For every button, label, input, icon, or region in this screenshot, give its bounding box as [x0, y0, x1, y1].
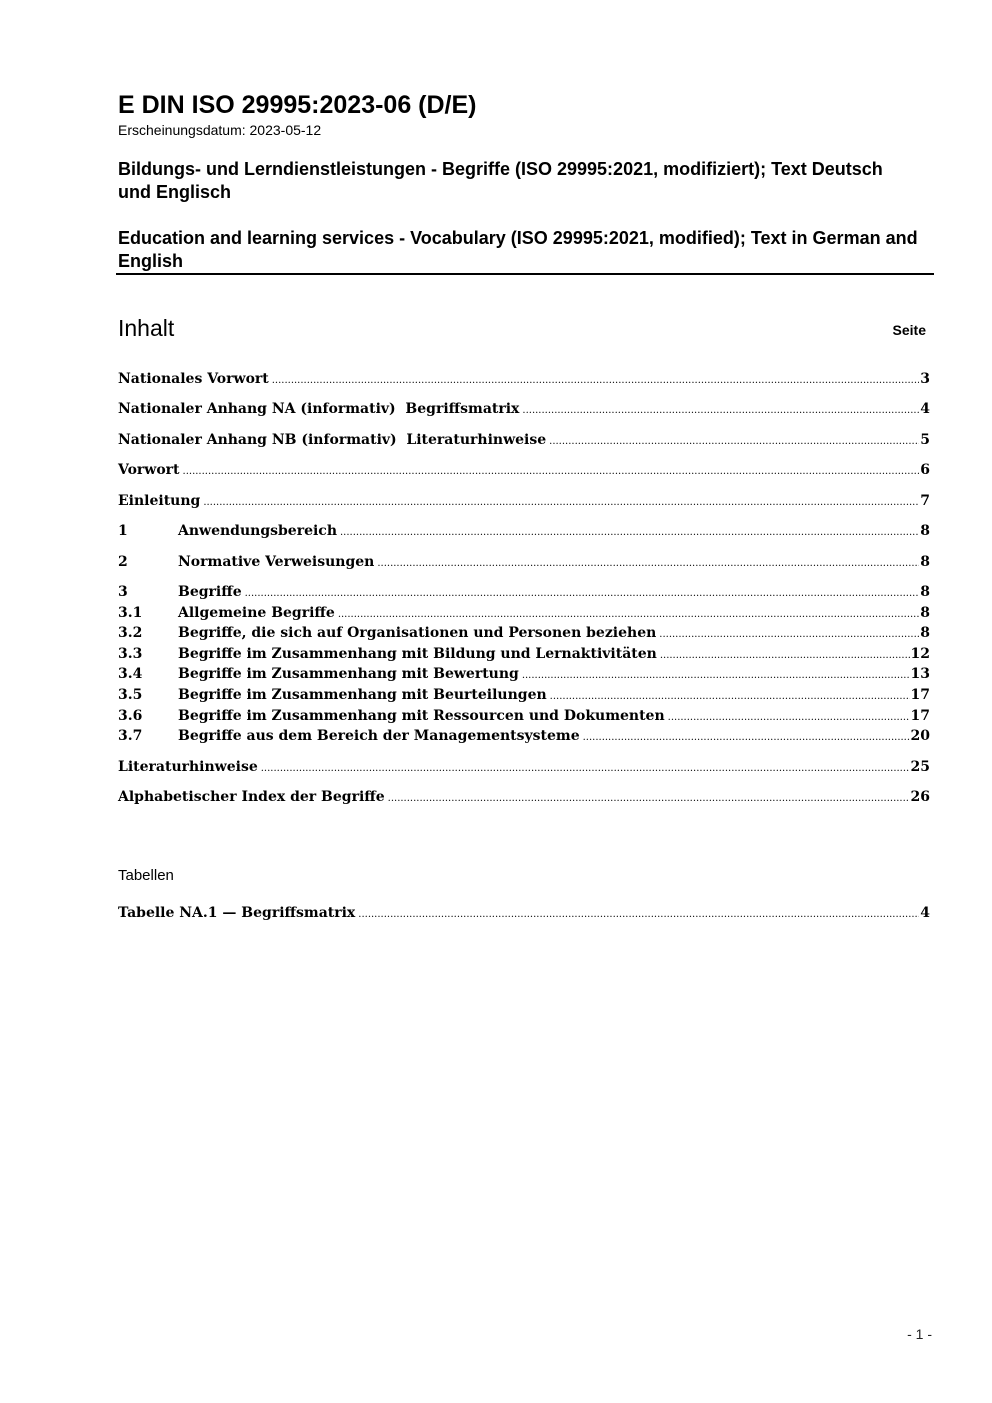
toc-entry-page: 8 [920, 584, 930, 600]
toc-entry-page: 17 [910, 687, 930, 703]
toc-entry[interactable] [118, 523, 930, 543]
toc-entry-title: Einleitung [118, 493, 201, 509]
toc-leader [659, 625, 919, 641]
toc-leader [183, 462, 920, 478]
toc-entry-page: 12 [910, 646, 930, 662]
toc-entry-number: 3 [118, 584, 128, 600]
toc-entry-title: Begriffe im Zusammenhang mit Bildung und Lernaktivitäten [178, 646, 657, 662]
toc-entry[interactable] [118, 625, 930, 645]
toc-entry[interactable] [118, 708, 930, 728]
toc-entry-title: Alphabetischer Index der Begriffe [118, 789, 385, 805]
toc-entry-page: 25 [910, 759, 930, 775]
toc-entry[interactable] [118, 432, 930, 452]
toc-entry[interactable] [118, 605, 930, 625]
toc-leader [338, 605, 919, 621]
title-english: Education and learning services - Vocabulary (ISO 29995:2021, modified); Text in German and English [118, 228, 918, 271]
toc-entry-number: 3.5 [118, 687, 143, 703]
toc-entry-page: 8 [920, 605, 930, 621]
toc-entry-number: 3.1 [118, 605, 143, 621]
toc-entry-title: Begriffe im Zusammenhang mit Ressourcen und Dokumenten [178, 708, 665, 724]
toc-entry[interactable] [118, 584, 930, 604]
toc-leader [340, 523, 919, 539]
toc-entry-title: Anwendungsbereich [178, 523, 337, 539]
header-divider [116, 273, 934, 275]
toc-entry-number: 2 [118, 554, 128, 570]
toc-entry-title: Begriffe aus dem Bereich der Managementsysteme [178, 728, 580, 744]
toc-entry-title: Begriffe [178, 584, 242, 600]
page-column-label: Seite [892, 322, 926, 338]
toc-entry-number: 3.2 [118, 625, 143, 641]
toc-entry-number: 1 [118, 523, 128, 539]
toc-leader [377, 554, 919, 570]
toc-entry-page: 4 [920, 401, 930, 417]
table-entry-page: 4 [920, 905, 930, 921]
contents-heading: Inhalt [118, 315, 175, 341]
toc-leader [358, 905, 919, 921]
toc-leader [245, 584, 920, 600]
toc-entry-page: 7 [920, 493, 930, 509]
toc-entry[interactable] [118, 759, 930, 779]
document-id: E DIN ISO 29995:2023-06 (D/E) [118, 91, 477, 119]
toc-entry-title: Begriffe im Zusammenhang mit Beurteilungen [178, 687, 547, 703]
toc-entry-page: 20 [910, 728, 930, 744]
toc-leader [203, 493, 919, 509]
toc-leader [668, 708, 910, 724]
page-number: - 1 - [907, 1326, 932, 1342]
toc-leader [388, 789, 910, 805]
toc-leader [261, 759, 910, 775]
toc-entry-page: 3 [920, 371, 930, 387]
tables-heading: Tabellen [118, 867, 174, 884]
toc-leader [272, 371, 920, 387]
toc-leader [583, 728, 910, 744]
toc-entry-page: 8 [920, 625, 930, 641]
title-german: Bildungs- und Lerndienstleistungen - Begriffe (ISO 29995:2021, modifiziert); Text Deutsch und Englisch [118, 159, 883, 202]
toc-entry-title: Begriffe im Zusammenhang mit Bewertung [178, 666, 519, 682]
toc-leader [549, 432, 919, 448]
toc-entry-page: 13 [910, 666, 930, 682]
toc-entry-title: Literaturhinweise [118, 759, 258, 775]
toc-entry-page: 17 [910, 708, 930, 724]
toc-entry-page: 8 [920, 554, 930, 570]
toc-entry-number: 3.7 [118, 728, 143, 744]
toc-entry-page: 26 [910, 789, 930, 805]
toc-entry-number: 3.6 [118, 708, 143, 724]
toc-leader [522, 401, 919, 417]
toc-entry-title: Nationaler Anhang NB (informativ) Literaturhinweise [118, 432, 547, 448]
table-entry-title: Tabelle NA.1 — Begriffsmatrix [118, 905, 356, 921]
toc-leader [522, 666, 910, 682]
toc-entry-number: 3.3 [118, 646, 143, 662]
publication-date: Erscheinungsdatum: 2023-05-12 [118, 122, 322, 138]
toc-entry[interactable] [118, 789, 930, 809]
toc-entry[interactable] [118, 371, 930, 391]
toc-entry-title: Nationaler Anhang NA (informativ) Begriffsmatrix [118, 401, 520, 417]
table-list-entry[interactable] [118, 905, 930, 925]
toc-entry-page: 5 [920, 432, 930, 448]
toc-entry[interactable] [118, 646, 930, 666]
toc-entry[interactable] [118, 401, 930, 421]
toc-entry-title: Allgemeine Begriffe [178, 605, 335, 621]
toc-entry-title: Nationales Vorwort [118, 371, 269, 387]
toc-leader [550, 687, 910, 703]
toc-entry[interactable] [118, 554, 930, 574]
toc-entry-title: Normative Verweisungen [178, 554, 375, 570]
toc-entry[interactable] [118, 728, 930, 748]
toc-entry-title: Vorwort [118, 462, 180, 478]
toc-entry-page: 6 [920, 462, 930, 478]
toc-entry-title: Begriffe, die sich auf Organisationen und Personen beziehen [178, 625, 657, 641]
toc-entry-page: 8 [920, 523, 930, 539]
toc-entry[interactable] [118, 462, 930, 482]
toc-entry-number: 3.4 [118, 666, 143, 682]
toc-leader [660, 646, 910, 662]
toc-entry[interactable] [118, 687, 930, 707]
toc-entry[interactable] [118, 666, 930, 686]
toc-entry[interactable] [118, 493, 930, 513]
